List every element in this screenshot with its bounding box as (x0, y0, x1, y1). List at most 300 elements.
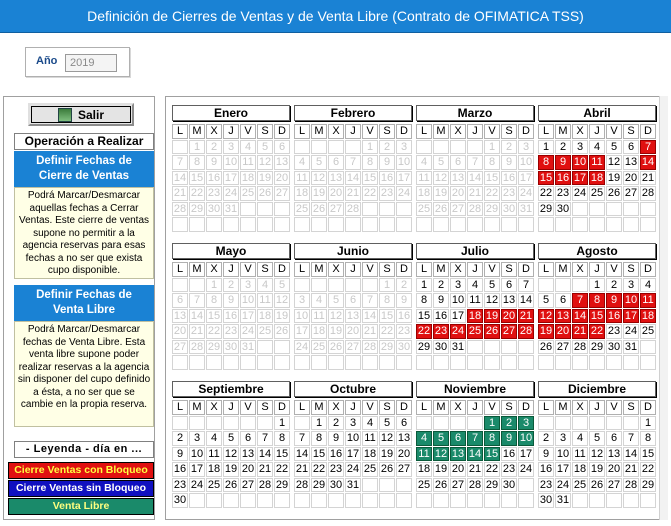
day-cell[interactable]: 26 (539, 340, 553, 353)
day-cell[interactable]: 29 (539, 202, 553, 215)
day-cell[interactable]: 5 (274, 278, 290, 293)
day-cell[interactable]: 12 (434, 171, 448, 184)
day-cell[interactable]: 21 (468, 463, 482, 475)
day-cell[interactable]: 20 (173, 325, 187, 337)
day-cell[interactable]: 9 (538, 447, 554, 462)
day-cell[interactable]: 13 (624, 156, 638, 168)
day-cell[interactable]: 8 (484, 431, 500, 446)
day-cell[interactable]: 3 (518, 416, 534, 431)
day-cell[interactable]: 28 (468, 202, 482, 215)
day-cell[interactable]: 9 (501, 155, 517, 170)
day-cell[interactable]: 9 (433, 293, 449, 308)
define-sales-closing-button[interactable] (14, 151, 154, 187)
day-cell[interactable]: 14 (468, 447, 482, 460)
day-cell[interactable]: 3 (623, 278, 639, 293)
day-cell[interactable]: 12 (485, 294, 499, 306)
day-cell[interactable]: 12 (380, 432, 394, 444)
day-cell[interactable]: 22 (275, 463, 289, 475)
day-cell[interactable]: 14 (641, 156, 655, 168)
day-cell[interactable]: 23 (224, 325, 238, 337)
day-cell[interactable]: 11 (416, 447, 432, 462)
day-cell[interactable]: 7 (467, 431, 483, 446)
day-cell[interactable]: 25 (417, 202, 431, 215)
vertical-scrollbar[interactable] (659, 96, 668, 520)
day-cell[interactable]: 23 (207, 187, 221, 199)
day-cell[interactable]: 22 (380, 325, 394, 337)
day-cell[interactable]: 13 (556, 309, 570, 322)
day-cell[interactable]: 10 (190, 447, 204, 460)
day-cell[interactable]: 8 (538, 155, 554, 170)
day-cell[interactable]: 12 (275, 294, 289, 306)
day-cell[interactable]: 20 (241, 463, 255, 475)
day-cell[interactable]: 10 (397, 156, 411, 168)
day-cell[interactable]: 3 (396, 140, 412, 155)
day-cell[interactable]: 26 (312, 202, 326, 215)
day-cell[interactable]: 29 (641, 478, 655, 491)
day-cell[interactable]: 26 (258, 187, 272, 199)
day-cell[interactable]: 17 (556, 463, 570, 475)
day-cell[interactable]: 26 (485, 325, 499, 337)
day-cell[interactable]: 8 (379, 293, 395, 308)
day-cell[interactable]: 12 (329, 309, 343, 322)
day-cell[interactable]: 8 (189, 155, 205, 170)
day-cell[interactable]: 24 (190, 478, 204, 491)
day-cell[interactable]: 25 (295, 202, 309, 215)
day-cell[interactable]: 6 (450, 155, 466, 170)
day-cell[interactable]: 2 (501, 140, 517, 155)
day-cell[interactable]: 18 (241, 171, 255, 184)
day-cell[interactable]: 8 (640, 431, 656, 446)
day-cell[interactable]: 16 (380, 171, 394, 184)
day-cell[interactable]: 29 (207, 340, 221, 353)
day-cell[interactable]: 26 (434, 202, 448, 215)
day-cell[interactable]: 13 (329, 171, 343, 184)
day-cell[interactable]: 6 (240, 431, 256, 446)
day-cell[interactable]: 27 (397, 463, 411, 475)
day-cell[interactable]: 17 (519, 171, 533, 184)
day-cell[interactable]: 11 (206, 447, 222, 462)
day-cell[interactable]: 1 (274, 416, 290, 431)
day-cell[interactable]: 11 (257, 293, 273, 308)
day-cell[interactable]: 26 (590, 478, 604, 491)
day-cell[interactable]: 4 (206, 431, 222, 446)
day-cell[interactable]: 2 (555, 140, 571, 155)
day-cell[interactable]: 21 (295, 463, 309, 475)
day-cell[interactable]: 20 (346, 325, 360, 337)
day-cell[interactable]: 15 (207, 309, 221, 322)
define-free-sale-button[interactable] (14, 285, 154, 321)
day-cell[interactable]: 10 (624, 294, 638, 306)
day-cell[interactable]: 18 (417, 187, 431, 199)
day-cell[interactable]: 23 (434, 325, 448, 337)
day-cell[interactable]: 25 (641, 325, 655, 337)
day-cell[interactable]: 4 (240, 140, 256, 155)
day-cell[interactable]: 12 (224, 447, 238, 460)
day-cell[interactable]: 18 (363, 447, 377, 460)
day-cell[interactable]: 2 (379, 140, 395, 155)
day-cell[interactable]: 19 (312, 187, 326, 199)
day-cell[interactable]: 4 (416, 155, 432, 170)
day-cell[interactable]: 14 (468, 171, 482, 184)
day-cell[interactable]: 4 (467, 278, 483, 293)
day-cell[interactable]: 19 (224, 463, 238, 475)
day-cell[interactable]: 18 (258, 309, 272, 322)
day-cell[interactable]: 29 (590, 340, 604, 353)
day-cell[interactable]: 31 (519, 202, 533, 215)
day-cell[interactable]: 1 (484, 140, 500, 155)
day-cell[interactable]: 19 (539, 325, 553, 337)
day-cell[interactable]: 21 (624, 463, 638, 475)
day-cell[interactable]: 6 (555, 293, 571, 308)
day-cell[interactable]: 9 (328, 431, 344, 446)
day-cell[interactable]: 21 (258, 463, 272, 475)
day-cell[interactable]: 28 (468, 478, 482, 491)
day-cell[interactable]: 28 (573, 340, 587, 353)
day-cell[interactable]: 1 (416, 278, 432, 293)
day-cell[interactable]: 20 (624, 171, 638, 184)
day-cell[interactable]: 26 (607, 187, 621, 199)
day-cell[interactable]: 3 (450, 278, 466, 293)
day-cell[interactable]: 20 (397, 447, 411, 460)
day-cell[interactable]: 27 (607, 478, 621, 491)
day-cell[interactable]: 31 (624, 340, 638, 353)
day-cell[interactable]: 13 (275, 156, 289, 168)
day-cell[interactable]: 17 (190, 463, 204, 475)
day-cell[interactable]: 10 (519, 156, 533, 168)
day-cell[interactable]: 31 (346, 478, 360, 491)
day-cell[interactable]: 31 (451, 340, 465, 353)
day-cell[interactable]: 1 (538, 140, 554, 155)
day-cell[interactable]: 24 (346, 463, 360, 475)
day-cell[interactable]: 29 (275, 478, 289, 491)
day-cell[interactable]: 23 (329, 463, 343, 475)
day-cell[interactable]: 3 (189, 431, 205, 446)
day-cell[interactable]: 24 (451, 325, 465, 337)
day-cell[interactable]: 6 (450, 431, 466, 446)
day-cell[interactable]: 17 (295, 325, 309, 337)
day-cell[interactable]: 28 (258, 478, 272, 491)
day-cell[interactable]: 14 (295, 447, 309, 460)
day-cell[interactable]: 19 (434, 187, 448, 199)
day-cell[interactable]: 6 (606, 431, 622, 446)
day-cell[interactable]: 2 (501, 416, 517, 431)
day-cell[interactable]: 29 (485, 478, 499, 491)
day-cell[interactable]: 4 (589, 140, 605, 155)
day-cell[interactable]: 20 (451, 187, 465, 199)
day-cell[interactable]: 15 (363, 171, 377, 184)
day-cell[interactable]: 18 (417, 463, 431, 475)
day-cell[interactable]: 10 (241, 294, 255, 306)
day-cell[interactable]: 29 (417, 340, 431, 353)
day-cell[interactable]: 21 (468, 187, 482, 199)
day-cell[interactable]: 19 (434, 463, 448, 475)
day-cell[interactable]: 19 (485, 309, 499, 322)
day-cell[interactable]: 22 (312, 463, 326, 475)
day-cell[interactable]: 25 (258, 325, 272, 337)
day-cell[interactable]: 8 (484, 155, 500, 170)
day-cell[interactable]: 25 (312, 340, 326, 353)
day-cell[interactable]: 13 (241, 447, 255, 460)
day-cell[interactable]: 16 (329, 447, 343, 460)
day-cell[interactable]: 1 (640, 416, 656, 431)
day-cell[interactable]: 27 (502, 325, 516, 337)
day-cell[interactable]: 1 (311, 416, 327, 431)
day-cell[interactable]: 16 (207, 171, 221, 184)
day-cell[interactable]: 2 (172, 431, 188, 446)
day-cell[interactable]: 26 (380, 463, 394, 475)
day-cell[interactable]: 14 (573, 309, 587, 322)
day-cell[interactable]: 2 (328, 416, 344, 431)
day-cell[interactable]: 4 (294, 155, 310, 170)
day-cell[interactable]: 29 (380, 340, 394, 353)
day-cell[interactable]: 6 (172, 293, 188, 308)
day-cell[interactable]: 23 (380, 187, 394, 199)
day-cell[interactable]: 24 (224, 187, 238, 199)
day-cell[interactable]: 7 (362, 293, 378, 308)
day-cell[interactable]: 15 (190, 171, 204, 184)
day-cell[interactable]: 5 (328, 293, 344, 308)
day-cell[interactable]: 13 (502, 294, 516, 306)
day-cell[interactable]: 21 (363, 325, 377, 337)
day-cell[interactable]: 7 (623, 431, 639, 446)
day-cell[interactable]: 5 (433, 431, 449, 446)
day-cell[interactable]: 24 (397, 187, 411, 199)
day-cell[interactable]: 3 (345, 416, 361, 431)
day-cell[interactable]: 1 (189, 140, 205, 155)
day-cell[interactable]: 11 (572, 447, 588, 462)
day-cell[interactable]: 19 (590, 463, 604, 475)
day-cell[interactable]: 15 (485, 171, 499, 184)
year-input[interactable]: 2019 (65, 54, 117, 72)
day-cell[interactable]: 6 (396, 416, 412, 431)
day-cell[interactable]: 17 (573, 171, 587, 184)
day-cell[interactable]: 4 (311, 293, 327, 308)
day-cell[interactable]: 7 (467, 155, 483, 170)
day-cell[interactable]: 12 (607, 156, 621, 168)
day-cell[interactable]: 9 (501, 431, 517, 446)
day-cell[interactable]: 2 (206, 140, 222, 155)
day-cell[interactable]: 10 (224, 156, 238, 168)
day-cell[interactable]: 11 (362, 431, 378, 446)
day-cell[interactable]: 27 (329, 202, 343, 215)
day-cell[interactable]: 19 (380, 447, 394, 460)
day-cell[interactable]: 16 (434, 309, 448, 322)
day-cell[interactable]: 31 (224, 202, 238, 215)
day-cell[interactable]: 7 (172, 155, 188, 170)
day-cell[interactable]: 13 (451, 447, 465, 460)
day-cell[interactable]: 1 (589, 278, 605, 293)
day-cell[interactable]: 16 (173, 463, 187, 475)
day-cell[interactable]: 22 (539, 187, 553, 199)
day-cell[interactable]: 20 (451, 463, 465, 475)
day-cell[interactable]: 22 (190, 187, 204, 199)
day-cell[interactable]: 31 (241, 340, 255, 353)
day-cell[interactable]: 12 (539, 309, 553, 322)
day-cell[interactable]: 26 (275, 325, 289, 337)
day-cell[interactable]: 28 (190, 340, 204, 353)
day-cell[interactable]: 14 (363, 309, 377, 322)
day-cell[interactable]: 27 (275, 187, 289, 199)
day-cell[interactable]: 22 (207, 325, 221, 337)
day-cell[interactable]: 12 (434, 447, 448, 460)
day-cell[interactable]: 18 (641, 309, 655, 322)
day-cell[interactable]: 16 (224, 309, 238, 322)
day-cell[interactable]: 20 (607, 463, 621, 475)
day-cell[interactable]: 28 (346, 202, 360, 215)
day-cell[interactable]: 1 (206, 278, 222, 293)
day-cell[interactable]: 18 (312, 325, 326, 337)
day-cell[interactable]: 21 (173, 187, 187, 199)
day-cell[interactable]: 5 (257, 140, 273, 155)
day-cell[interactable]: 23 (173, 478, 187, 491)
day-cell[interactable]: 18 (590, 171, 604, 184)
day-cell[interactable]: 9 (223, 293, 239, 308)
day-cell[interactable]: 15 (539, 171, 553, 184)
day-cell[interactable]: 9 (172, 447, 188, 462)
day-cell[interactable]: 30 (434, 340, 448, 353)
day-cell[interactable]: 2 (433, 278, 449, 293)
day-cell[interactable]: 27 (346, 340, 360, 353)
day-cell[interactable]: 22 (485, 463, 499, 475)
day-cell[interactable]: 30 (397, 340, 411, 353)
day-cell[interactable]: 22 (363, 187, 377, 199)
day-cell[interactable]: 30 (502, 478, 516, 491)
day-cell[interactable]: 25 (241, 187, 255, 199)
day-cell[interactable]: 7 (345, 155, 361, 170)
day-cell[interactable]: 6 (623, 140, 639, 155)
day-cell[interactable]: 17 (624, 309, 638, 322)
day-cell[interactable]: 10 (346, 432, 360, 444)
day-cell[interactable]: 28 (519, 325, 533, 337)
day-cell[interactable]: 1 (379, 278, 395, 293)
day-cell[interactable]: 14 (624, 447, 638, 460)
day-cell[interactable]: 25 (207, 478, 221, 491)
day-cell[interactable]: 25 (590, 187, 604, 199)
day-cell[interactable]: 10 (451, 294, 465, 306)
day-cell[interactable]: 3 (572, 140, 588, 155)
day-cell[interactable]: 17 (519, 447, 533, 460)
day-cell[interactable]: 11 (416, 171, 432, 186)
day-cell[interactable]: 3 (240, 278, 256, 293)
day-cell[interactable]: 27 (451, 478, 465, 491)
day-cell[interactable]: 29 (190, 202, 204, 215)
day-cell[interactable]: 20 (275, 171, 289, 184)
day-cell[interactable]: 9 (396, 293, 412, 308)
day-cell[interactable]: 4 (640, 278, 656, 293)
day-cell[interactable]: 19 (329, 325, 343, 337)
day-cell[interactable]: 25 (417, 478, 431, 491)
day-cell[interactable]: 11 (589, 155, 605, 170)
day-cell[interactable]: 30 (607, 340, 621, 353)
day-cell[interactable]: 28 (641, 187, 655, 199)
day-cell[interactable]: 24 (519, 463, 533, 475)
day-cell[interactable]: 27 (241, 478, 255, 491)
day-cell[interactable]: 29 (485, 202, 499, 215)
day-cell[interactable]: 23 (397, 325, 411, 337)
day-cell[interactable]: 21 (190, 325, 204, 337)
day-cell[interactable]: 3 (223, 140, 239, 155)
day-cell[interactable]: 10 (519, 432, 533, 444)
day-cell[interactable]: 15 (275, 447, 289, 460)
day-cell[interactable]: 16 (397, 309, 411, 322)
day-cell[interactable]: 15 (590, 309, 604, 322)
day-cell[interactable]: 1 (362, 140, 378, 155)
day-cell[interactable]: 18 (468, 309, 482, 322)
day-cell[interactable]: 3 (555, 431, 571, 446)
day-cell[interactable]: 31 (556, 494, 570, 506)
day-cell[interactable]: 16 (556, 171, 570, 184)
day-cell[interactable]: 12 (258, 156, 272, 168)
day-cell[interactable]: 2 (606, 278, 622, 293)
day-cell[interactable]: 18 (573, 463, 587, 475)
day-cell[interactable]: 5 (223, 431, 239, 446)
day-cell[interactable]: 25 (363, 463, 377, 475)
day-cell[interactable]: 11 (640, 293, 656, 308)
day-cell[interactable]: 3 (294, 293, 310, 308)
day-cell[interactable]: 29 (312, 478, 326, 491)
day-cell[interactable]: 4 (572, 431, 588, 446)
day-cell[interactable]: 12 (312, 171, 326, 184)
day-cell[interactable]: 20 (502, 309, 516, 322)
day-cell[interactable]: 8 (311, 431, 327, 446)
day-cell[interactable]: 26 (329, 340, 343, 353)
day-cell[interactable]: 30 (329, 478, 343, 491)
day-cell[interactable]: 23 (502, 187, 516, 199)
day-cell[interactable]: 27 (556, 340, 570, 353)
day-cell[interactable]: 22 (417, 325, 431, 337)
day-cell[interactable]: 9 (606, 293, 622, 308)
day-cell[interactable]: 17 (241, 309, 255, 322)
day-cell[interactable]: 15 (485, 447, 499, 460)
day-cell[interactable]: 24 (624, 325, 638, 337)
day-cell[interactable]: 19 (607, 171, 621, 184)
day-cell[interactable]: 9 (379, 155, 395, 170)
day-cell[interactable]: 9 (206, 155, 222, 170)
day-cell[interactable]: 7 (294, 431, 310, 446)
day-cell[interactable]: 18 (295, 187, 309, 199)
day-cell[interactable]: 10 (295, 309, 309, 322)
day-cell[interactable]: 14 (519, 294, 533, 306)
day-cell[interactable]: 25 (468, 325, 482, 337)
day-cell[interactable]: 19 (258, 171, 272, 184)
day-cell[interactable]: 12 (590, 447, 604, 460)
day-cell[interactable]: 13 (451, 171, 465, 184)
day-cell[interactable]: 2 (538, 431, 554, 446)
day-cell[interactable]: 5 (484, 278, 500, 293)
day-cell[interactable]: 11 (294, 171, 310, 186)
day-cell[interactable]: 10 (573, 156, 587, 168)
day-cell[interactable]: 5 (379, 416, 395, 431)
day-cell[interactable]: 19 (275, 309, 289, 322)
day-cell[interactable]: 4 (362, 416, 378, 431)
day-cell[interactable]: 23 (539, 478, 553, 491)
day-cell[interactable]: 8 (206, 293, 222, 308)
day-cell[interactable]: 24 (573, 187, 587, 199)
day-cell[interactable]: 6 (274, 140, 290, 155)
day-cell[interactable]: 11 (311, 309, 327, 324)
day-cell[interactable]: 8 (416, 293, 432, 308)
day-cell[interactable]: 24 (241, 325, 255, 337)
exit-button[interactable] (28, 103, 134, 126)
day-cell[interactable]: 6 (345, 293, 361, 308)
day-cell[interactable]: 9 (555, 155, 571, 170)
day-cell[interactable]: 5 (606, 140, 622, 155)
day-cell[interactable]: 23 (502, 463, 516, 475)
day-cell[interactable]: 26 (434, 478, 448, 491)
day-cell[interactable]: 21 (346, 187, 360, 199)
day-cell[interactable]: 14 (258, 447, 272, 460)
day-cell[interactable]: 7 (640, 140, 656, 155)
